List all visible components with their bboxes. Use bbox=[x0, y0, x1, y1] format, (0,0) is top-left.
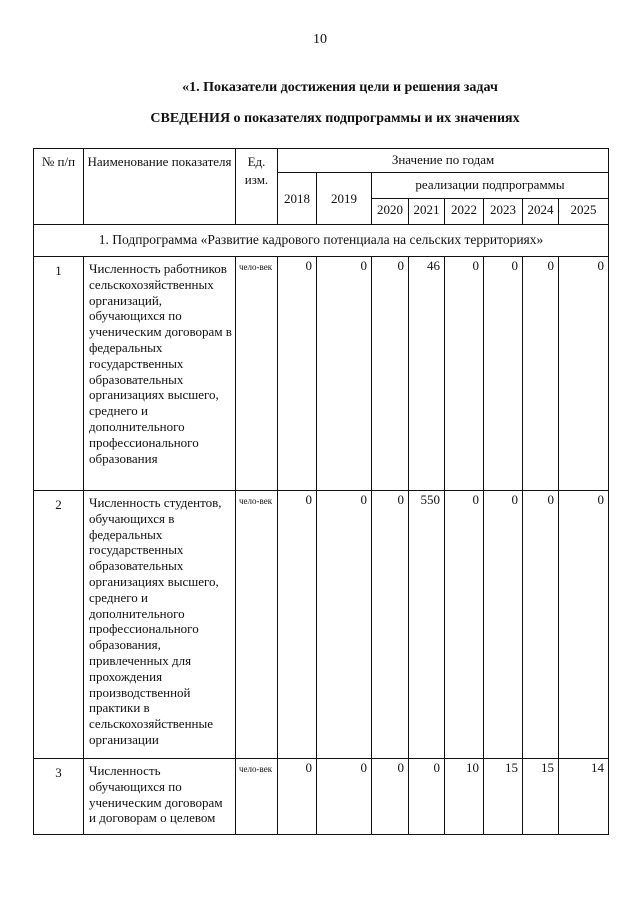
row-value: 0 bbox=[317, 759, 372, 835]
page-number: 10 bbox=[313, 32, 327, 47]
table-header-row bbox=[34, 149, 609, 173]
row-value: 14 bbox=[559, 759, 609, 835]
row-value: 15 bbox=[523, 759, 559, 835]
row-value: 0 bbox=[445, 491, 484, 759]
table-row bbox=[34, 257, 609, 491]
row-num: 2 bbox=[34, 491, 84, 759]
row-value: 0 bbox=[559, 491, 609, 759]
row-value: 46 bbox=[409, 257, 445, 491]
table-row bbox=[34, 759, 609, 835]
table-row bbox=[34, 491, 609, 759]
row-value: 0 bbox=[523, 257, 559, 491]
row-value: 0 bbox=[409, 759, 445, 835]
header-year: 2020 bbox=[372, 199, 409, 225]
row-value: 0 bbox=[484, 257, 523, 491]
document-title: СВЕДЕНИЯ о показателях подпрограммы и их значениях bbox=[150, 111, 520, 126]
header-year: 2025 bbox=[559, 199, 609, 225]
row-name: Численность работников сельскохозяйственных организаций, обучающихся по ученическим договорам в федеральных государственных образовательных организациях высшего, среднего и дополнительного профессионального образования bbox=[84, 257, 236, 491]
row-unit: чело-век bbox=[236, 491, 278, 759]
header-year: 2019 bbox=[317, 173, 372, 225]
row-value: 0 bbox=[484, 491, 523, 759]
row-value: 0 bbox=[278, 491, 317, 759]
indicators-table bbox=[33, 148, 609, 835]
header-unit: Ед. изм. bbox=[236, 149, 278, 225]
header-year: 2022 bbox=[445, 199, 484, 225]
row-value: 0 bbox=[559, 257, 609, 491]
row-value: 0 bbox=[445, 257, 484, 491]
row-value: 0 bbox=[523, 491, 559, 759]
header-values-by-year: Значение по годам bbox=[278, 149, 609, 173]
row-num: 1 bbox=[34, 257, 84, 491]
row-value: 0 bbox=[372, 491, 409, 759]
section-heading: «1. Показатели достижения цели и решения задач bbox=[182, 80, 498, 95]
row-value: 10 bbox=[445, 759, 484, 835]
row-value: 0 bbox=[317, 491, 372, 759]
row-num: 3 bbox=[34, 759, 84, 835]
row-value: 550 bbox=[409, 491, 445, 759]
row-value: 0 bbox=[278, 257, 317, 491]
row-value: 0 bbox=[317, 257, 372, 491]
header-num: № п/п bbox=[34, 149, 84, 225]
header-year: 2023 bbox=[484, 199, 523, 225]
row-value: 15 bbox=[484, 759, 523, 835]
subprogram-row bbox=[34, 225, 609, 257]
header-implementation: реализации подпрограммы bbox=[372, 173, 609, 199]
row-name: Численность студентов, обучающихся в федеральных государственных образовательных организациях высшего, среднего и дополнительного профессионального образования, привлеченных для прохождения производственной практики в сельскохозяйственные организации bbox=[84, 491, 236, 759]
header-year: 2021 bbox=[409, 199, 445, 225]
row-unit: чело-век bbox=[236, 759, 278, 835]
subprogram-title: 1. Подпрограмма «Развитие кадрового потенциала на сельских территориях» bbox=[34, 225, 609, 257]
row-value: 0 bbox=[372, 759, 409, 835]
row-value: 0 bbox=[372, 257, 409, 491]
row-value: 0 bbox=[278, 759, 317, 835]
header-year: 2024 bbox=[523, 199, 559, 225]
header-name: Наименование показателя bbox=[84, 149, 236, 225]
row-unit: чело-век bbox=[236, 257, 278, 491]
row-name: Численность обучающихся по ученическим договорам и договорам о целевом bbox=[84, 759, 236, 835]
header-year: 2018 bbox=[278, 173, 317, 225]
